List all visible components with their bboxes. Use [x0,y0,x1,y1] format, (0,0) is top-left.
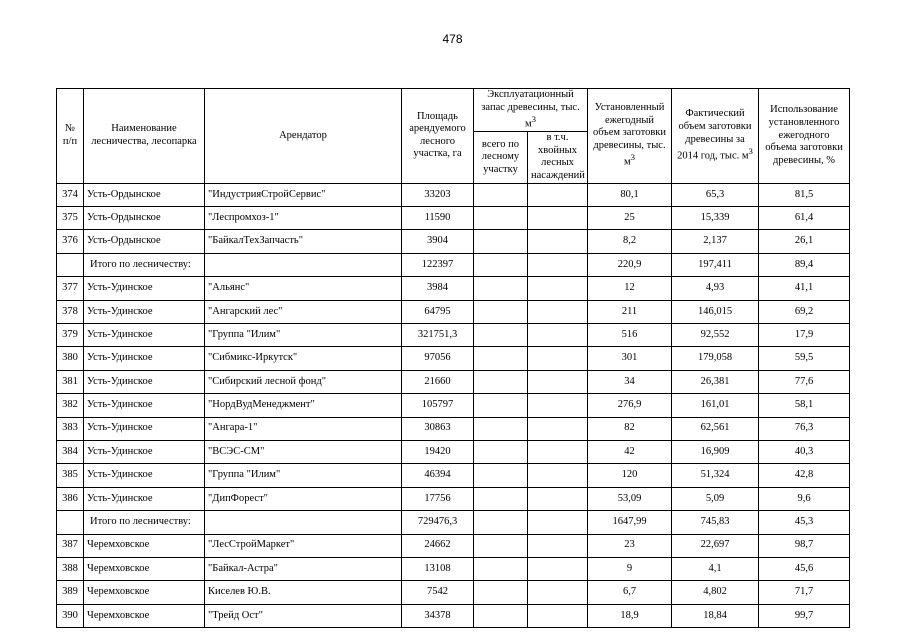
row-actual-cell: 4,93 [672,277,759,300]
row-reserve-conifer-cell [528,183,588,206]
row-area-cell: 46394 [402,464,474,487]
row-area-cell: 3984 [402,277,474,300]
row-area-cell: 729476,3 [402,511,474,534]
row-actual-cell: 4,802 [672,581,759,604]
table-row [57,417,850,440]
row-established-cell: 516 [588,324,672,347]
row-established-cell: 276,9 [588,394,672,417]
row-reserve-conifer-cell [528,534,588,557]
row-forestry-cell: Усть-Удинское [84,277,205,300]
row-num-cell: 384 [57,440,84,463]
row-actual-cell: 15,339 [672,207,759,230]
row-established-cell: 34 [588,370,672,393]
row-area-cell: 122397 [402,253,474,276]
row-established-cell: 12 [588,277,672,300]
row-tenant-cell: "НордВудМенеджмент" [205,394,402,417]
table-body [57,183,850,627]
table-row [57,347,850,370]
row-usage-cell: 81,5 [759,183,850,206]
row-actual-cell: 18,84 [672,604,759,627]
row-actual-cell: 146,015 [672,300,759,323]
row-usage-cell: 76,3 [759,417,850,440]
row-actual-cell: 65,3 [672,183,759,206]
row-area-cell: 17756 [402,487,474,510]
row-num-cell: 383 [57,417,84,440]
table-row [57,440,850,463]
row-forestry-cell: Черемховское [84,604,205,627]
table-row [57,183,850,206]
table-header [57,89,850,184]
row-established-cell: 82 [588,417,672,440]
table-total-row [57,511,850,534]
row-established-cell: 120 [588,464,672,487]
row-tenant-cell: "ИндустрияСтройСервис" [205,183,402,206]
row-actual-cell: 197,411 [672,253,759,276]
table-row [57,581,850,604]
row-reserve-total-cell [474,440,528,463]
row-forestry-cell: Черемховское [84,557,205,580]
row-forestry-cell: Усть-Удинское [84,394,205,417]
row-area-cell: 19420 [402,440,474,463]
row-tenant-cell: "Трейд Ост" [205,604,402,627]
row-usage-cell: 98,7 [759,534,850,557]
row-forestry-cell: Усть-Удинское [84,464,205,487]
row-reserve-conifer-cell [528,394,588,417]
row-actual-cell: 22,697 [672,534,759,557]
row-num-cell: 385 [57,464,84,487]
row-established-cell: 42 [588,440,672,463]
row-forestry-cell: Итого по лесничеству: [84,253,205,276]
row-tenant-cell: "Сибмикс-Иркутск" [205,347,402,370]
row-tenant-cell: "Байкал-Астра" [205,557,402,580]
row-reserve-conifer-cell [528,207,588,230]
row-tenant-cell: "Группа "Илим" [205,464,402,487]
row-num-cell: 377 [57,277,84,300]
table-total-row [57,253,850,276]
row-reserve-conifer-cell [528,417,588,440]
table-row [57,370,850,393]
row-num-cell: 380 [57,347,84,370]
row-num-cell: 387 [57,534,84,557]
row-actual-cell: 179,058 [672,347,759,370]
row-established-cell: 18,9 [588,604,672,627]
header-actual-sup: 3 [748,146,753,157]
row-established-cell: 301 [588,347,672,370]
row-reserve-conifer-cell [528,324,588,347]
row-forestry-cell: Усть-Удинское [84,324,205,347]
row-tenant-cell: "Альянс" [205,277,402,300]
row-actual-cell: 2,137 [672,230,759,253]
row-tenant-cell: Киселев Ю.В. [205,581,402,604]
row-tenant-cell: "БайкалТехЗапчасть" [205,230,402,253]
header-established-sup: 3 [630,152,636,163]
row-forestry-cell: Черемховское [84,581,205,604]
row-reserve-total-cell [474,300,528,323]
row-num-cell: 386 [57,487,84,510]
header-forestry: Наименование лесничества, лесопарка [84,89,205,184]
table-row [57,487,850,510]
row-forestry-cell: Усть-Удинское [84,440,205,463]
header-reserve-total: всего по лесному участку [474,132,528,183]
row-reserve-conifer-cell [528,487,588,510]
table-row [57,464,850,487]
row-actual-cell: 51,324 [672,464,759,487]
row-area-cell: 13108 [402,557,474,580]
row-reserve-conifer-cell [528,511,588,534]
table-row [57,604,850,627]
row-usage-cell: 58,1 [759,394,850,417]
table-row [57,394,850,417]
header-established-text: Установленный ежегодный объем заготовки древесины, тыс. м [592,102,667,168]
row-reserve-total-cell [474,487,528,510]
row-established-cell: 25 [588,207,672,230]
row-usage-cell: 45,3 [759,511,850,534]
row-usage-cell: 59,5 [759,347,850,370]
row-num-cell: 381 [57,370,84,393]
row-forestry-cell: Усть-Удинское [84,417,205,440]
table-row [57,300,850,323]
row-reserve-total-cell [474,183,528,206]
row-actual-cell: 62,561 [672,417,759,440]
row-established-cell: 23 [588,534,672,557]
row-reserve-total-cell [474,417,528,440]
row-established-cell: 80,1 [588,183,672,206]
header-reserve-group-sup: 3 [531,114,537,125]
row-tenant-cell: "Группа "Илим" [205,324,402,347]
header-tenant: Арендатор [205,89,402,184]
row-actual-cell: 92,552 [672,324,759,347]
row-tenant-cell: "Леспромхоз-1" [205,207,402,230]
row-usage-cell: 69,2 [759,300,850,323]
row-num-cell: 376 [57,230,84,253]
row-tenant-cell: "ЛесСтройМаркет" [205,534,402,557]
table-row [57,207,850,230]
row-num-cell: 390 [57,604,84,627]
row-established-cell: 1647,99 [588,511,672,534]
header-num: № п/п [57,89,84,184]
row-reserve-conifer-cell [528,370,588,393]
row-area-cell: 3904 [402,230,474,253]
row-reserve-conifer-cell [528,464,588,487]
row-forestry-cell: Усть-Ордынское [84,183,205,206]
row-forestry-cell: Черемховское [84,534,205,557]
row-reserve-total-cell [474,347,528,370]
row-actual-cell: 26,381 [672,370,759,393]
row-usage-cell: 89,4 [759,253,850,276]
row-reserve-total-cell [474,581,528,604]
row-num-cell: 378 [57,300,84,323]
row-reserve-total-cell [474,604,528,627]
row-forestry-cell: Итого по лесничеству: [84,511,205,534]
row-tenant-cell: "Сибирский лесной фонд" [205,370,402,393]
row-reserve-conifer-cell [528,604,588,627]
row-area-cell: 11590 [402,207,474,230]
row-num-cell: 389 [57,581,84,604]
forest-lease-table [56,88,850,628]
row-reserve-conifer-cell [528,557,588,580]
row-area-cell: 33203 [402,183,474,206]
row-forestry-cell: Усть-Ордынское [84,207,205,230]
table-row [57,324,850,347]
header-actual [672,89,759,184]
row-established-cell: 6,7 [588,581,672,604]
row-area-cell: 21660 [402,370,474,393]
row-tenant-cell: "ДипФорест" [205,487,402,510]
row-num-cell: 382 [57,394,84,417]
row-reserve-total-cell [474,370,528,393]
row-reserve-total-cell [474,207,528,230]
header-reserve-conifer: в т.ч. хвойных лесных насаждений [528,132,588,183]
table-row [57,557,850,580]
row-reserve-conifer-cell [528,230,588,253]
row-num-cell: 374 [57,183,84,206]
row-forestry-cell: Усть-Ордынское [84,230,205,253]
row-established-cell: 8,2 [588,230,672,253]
row-reserve-conifer-cell [528,277,588,300]
row-num-cell: 375 [57,207,84,230]
row-usage-cell: 99,7 [759,604,850,627]
row-area-cell: 97056 [402,347,474,370]
row-established-cell: 211 [588,300,672,323]
row-reserve-conifer-cell [528,440,588,463]
row-tenant-cell: "Ангара-1" [205,417,402,440]
header-reserve-group-text: Эксплуатационный запас древесины, тыс. м [481,89,580,130]
row-tenant-cell: "Ангарский лес" [205,300,402,323]
page-number: 478 [442,32,463,46]
row-tenant-cell [205,511,402,534]
row-actual-cell: 4,1 [672,557,759,580]
row-established-cell: 53,09 [588,487,672,510]
row-forestry-cell: Усть-Удинское [84,370,205,393]
row-reserve-conifer-cell [528,347,588,370]
row-usage-cell: 41,1 [759,277,850,300]
row-forestry-cell: Усть-Удинское [84,300,205,323]
row-usage-cell: 77,6 [759,370,850,393]
row-forestry-cell: Усть-Удинское [84,487,205,510]
row-area-cell: 321751,3 [402,324,474,347]
table-row [57,277,850,300]
row-usage-cell: 40,3 [759,440,850,463]
row-tenant-cell: "ВСЭС-СМ" [205,440,402,463]
row-reserve-total-cell [474,253,528,276]
row-reserve-total-cell [474,511,528,534]
row-usage-cell: 9,6 [759,487,850,510]
row-usage-cell: 45,6 [759,557,850,580]
row-established-cell: 9 [588,557,672,580]
row-actual-cell: 16,909 [672,440,759,463]
row-usage-cell: 17,9 [759,324,850,347]
row-reserve-total-cell [474,394,528,417]
header-area: Площадь арендуемого лесного участка, га [402,89,474,184]
row-actual-cell: 161,01 [672,394,759,417]
row-area-cell: 7542 [402,581,474,604]
row-num-cell [57,253,84,276]
row-num-cell: 388 [57,557,84,580]
header-established [588,89,672,184]
row-area-cell: 34378 [402,604,474,627]
header-usage: Использование установленного ежегодного объема заготовки древесины, % [759,89,850,184]
table-row [57,534,850,557]
table-row [57,230,850,253]
row-reserve-total-cell [474,557,528,580]
row-reserve-total-cell [474,534,528,557]
row-usage-cell: 42,8 [759,464,850,487]
row-usage-cell: 26,1 [759,230,850,253]
row-area-cell: 30863 [402,417,474,440]
row-established-cell: 220,9 [588,253,672,276]
row-area-cell: 105797 [402,394,474,417]
row-reserve-total-cell [474,464,528,487]
row-reserve-total-cell [474,277,528,300]
row-reserve-conifer-cell [528,581,588,604]
row-actual-cell: 5,09 [672,487,759,510]
header-reserve-group [474,89,588,132]
row-num-cell: 379 [57,324,84,347]
row-area-cell: 64795 [402,300,474,323]
row-usage-cell: 71,7 [759,581,850,604]
row-reserve-conifer-cell [528,253,588,276]
header-actual-text: Фактический объем заготовки древесины за 2014 год, тыс. м [677,108,752,162]
row-num-cell [57,511,84,534]
row-reserve-total-cell [474,230,528,253]
row-tenant-cell [205,253,402,276]
row-area-cell: 24662 [402,534,474,557]
row-actual-cell: 745,83 [672,511,759,534]
row-reserve-conifer-cell [528,300,588,323]
row-forestry-cell: Усть-Удинское [84,347,205,370]
row-reserve-total-cell [474,324,528,347]
row-usage-cell: 61,4 [759,207,850,230]
